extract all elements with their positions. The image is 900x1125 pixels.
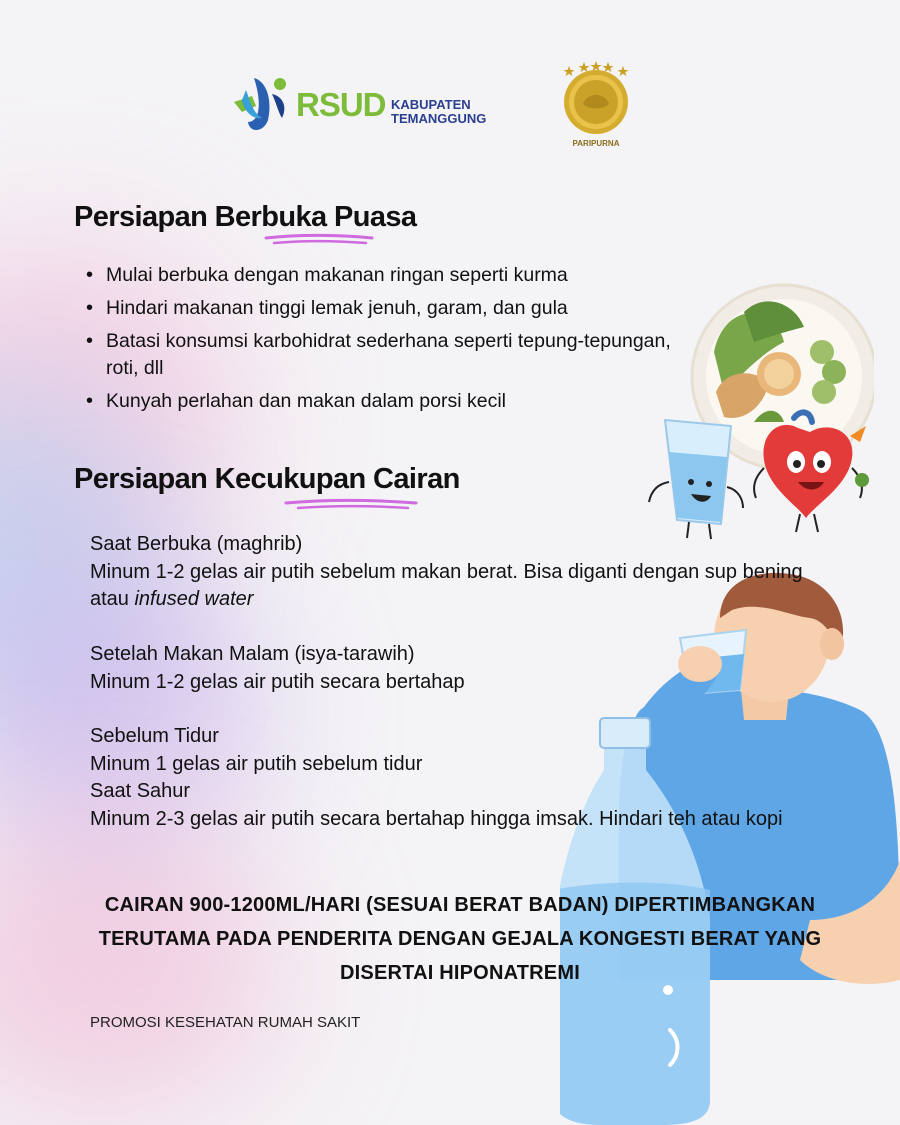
rsud-logo <box>228 72 498 136</box>
list-item: • Mulai berbuka dengan makanan ringan seperti kurma <box>84 262 704 289</box>
paripurna-seal <box>555 58 637 150</box>
list-item: • Hindari makanan tinggi lemak jenuh, garam, dan gula <box>84 295 704 322</box>
list-item: • Batasi konsumsi karbohidrat sederhana seperti tepung-tepungan, roti, dll <box>84 328 686 382</box>
rsud-logo-text: RSUD <box>296 86 386 123</box>
berbuka-fluid-block <box>90 531 810 614</box>
tidur-subtitle: Sebelum Tidur <box>90 725 219 747</box>
paripurna-label: PARIPURNA <box>572 139 620 148</box>
malam-subtitle: Setelah Makan Malam (isya-tarawih) <box>90 643 415 665</box>
rsud-emblem-icon <box>228 72 294 136</box>
heart-mascot-illustration <box>750 408 880 538</box>
sahur-subtitle: Saat Sahur <box>90 780 191 802</box>
gold-medal-icon <box>555 58 637 138</box>
list-item: • Kunyah perlahan dan makan dalam porsi kecil <box>84 388 704 415</box>
footer-promosi-label: PROMOSI KESEHATAN RUMAH SAKIT <box>90 1014 361 1031</box>
fluid-recommendation-conclusion: CAIRAN 900-1200ML/HARI (SESUAI BERAT BADAN) DIPERTIMBANGKAN TERUTAMA PADA PENDERITA DENGAN GEJALA KONGESTI BERAT YANG DISERTAI HIPONATREMI <box>98 894 822 984</box>
berbuka-subtitle: Saat Berbuka (maghrib) <box>90 533 303 555</box>
berbuka-text: Minum 1-2 gelas air putih sebelum makan berat. Bisa diganti dengan sup bening atau <box>90 560 803 610</box>
tidur-sahur-fluid-block <box>90 723 810 833</box>
title-underline-decoration <box>262 232 377 248</box>
kabupaten-label: KABUPATEN <box>391 97 471 112</box>
malam-description: Minum 1-2 gelas air putih secara bertahap <box>90 670 465 693</box>
berbuka-tips-list <box>84 262 704 421</box>
water-glass-mascot-illustration <box>643 412 753 542</box>
kabupaten-temanggung-text <box>391 98 486 126</box>
malam-fluid-block <box>90 641 810 696</box>
sahur-description: Minum 2-3 gelas air putih secara bertahap hingga imsak. Hindari teh atau kopi <box>90 807 783 830</box>
berbuka-description <box>90 559 810 614</box>
section-title-berbuka: Persiapan Berbuka Puasa <box>74 201 417 233</box>
temanggung-label: TEMANGGUNG <box>391 111 487 126</box>
infused-water-text: infused water <box>134 588 254 610</box>
title-underline-decoration <box>282 496 422 514</box>
section-title-cairan: Persiapan Kecukupan Cairan <box>74 463 460 495</box>
tidur-description: Minum 1 gelas air putih sebelum tidur <box>90 752 423 775</box>
